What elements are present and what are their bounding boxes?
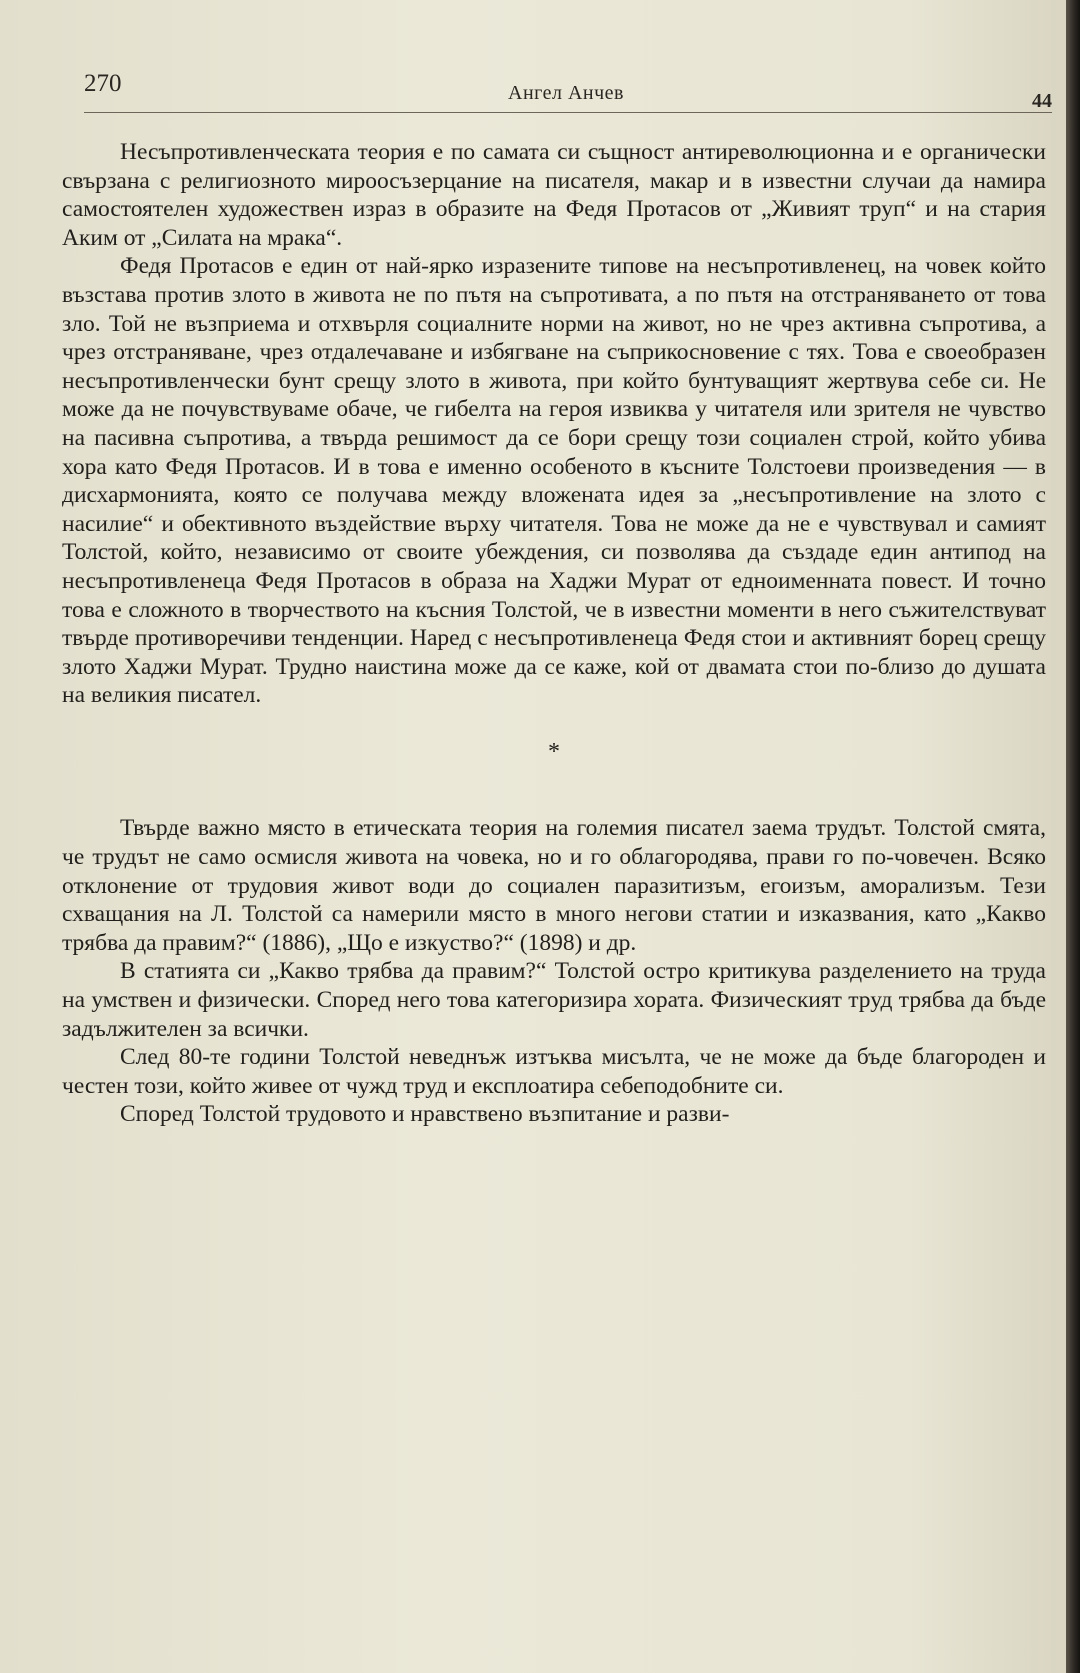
header-rule	[84, 112, 1052, 113]
paragraph: Федя Протасов е един от най-ярко изразените типове на несъпротивленец, на човек който възстава против злото в живота не по пътя на съпротивата, а по пътя на отстраняването от това зло. Той не възприема и отхвърля социалните норми на живот, но не чрез активна съпротива, а чрез отстраняване, чрез отдалечаване и избягване на съприкосновение с тях. Това е своеобразен несъпротивленчески бунт срещу злото в живота, при който бунтуващият жертвува себе си. Не може да не почувствуваме обаче, че гибелта на героя извиква у читателя или зрителя не чувство на пасивна съпротива, а твърда решимост да се бори срещу този социален строй, който убива хора като Федя Протасов. И в това е именно особеното в късните Толстоеви произведения — в дисхармонията, която се получава между вложената идея за „несъпротивление на злото с насилие“ и обективното въздействие върху читателя. Това не може да не е чувствувал и самият Толстой, който, независимо от своите убеждения, си позволява да създаде един антипод на несъпротивленеца Федя Протасов в образа на Хаджи Мурат от едноименната повест. И точно това е сложното в творчеството на късния Толстой, че в известни моменти в него съжителствуват твърде противоречиви тенденции. Наред с несъпротивленеца Федя стои и активният борец срещу злото Хаджи Мурат. Трудно наистина може да се каже, кой от двамата стои по-близо до душата на великия писател.	[62, 253, 1046, 709]
paragraph: След 80-те години Толстой неведнъж изтъква мисълта, че не може да бъде благороден и честен този, който живее от чужд труд и експлоатира себеподобните си.	[62, 1044, 1046, 1099]
paragraph: В статията си „Какво трябва да правим?“ Толстой остро критикува разделението на труда на умствен и физически. Според него това категоризира хората. Физическият труд трябва да бъде задължителен за всички.	[62, 958, 1046, 1042]
section-separator: *	[548, 738, 560, 765]
running-title: Ангел Анчев	[508, 82, 624, 104]
corner-mark: 44	[1032, 90, 1052, 112]
page-body	[62, 138, 1046, 1129]
page-number: 270	[84, 70, 122, 97]
paragraph: Несъпротивленческата теория е по самата си същност антиреволюционна и е органически свързана с религиозното мироосъзерцание на писателя, макар и в известни случаи да намира самостоятелен художествен израз в образите на Федя Протасов от „Живият труп“ и на стария Аким от „Силата на мрака“.	[62, 139, 1046, 251]
paragraph: Според Толстой трудовото и нравствено възпитание и разви-	[120, 1101, 730, 1128]
book-spine	[1066, 0, 1080, 1673]
paragraph: Твърде важно място в етическата теория на големия писател заема трудът. Толстой смята, че трудът не само осмисля живота на човека, но и го облагородява, прави го по-човечен. Всяко отклонение от трудовия живот води до социален паразитизъм, егоизъм, аморализъм. Тези схващания на Л. Толстой са намерили място в много негови статии и изказвания, като „Какво трябва да правим?“ (1886), „Що е изкуство?“ (1898) и др.	[62, 815, 1046, 956]
page-header	[84, 70, 1052, 114]
